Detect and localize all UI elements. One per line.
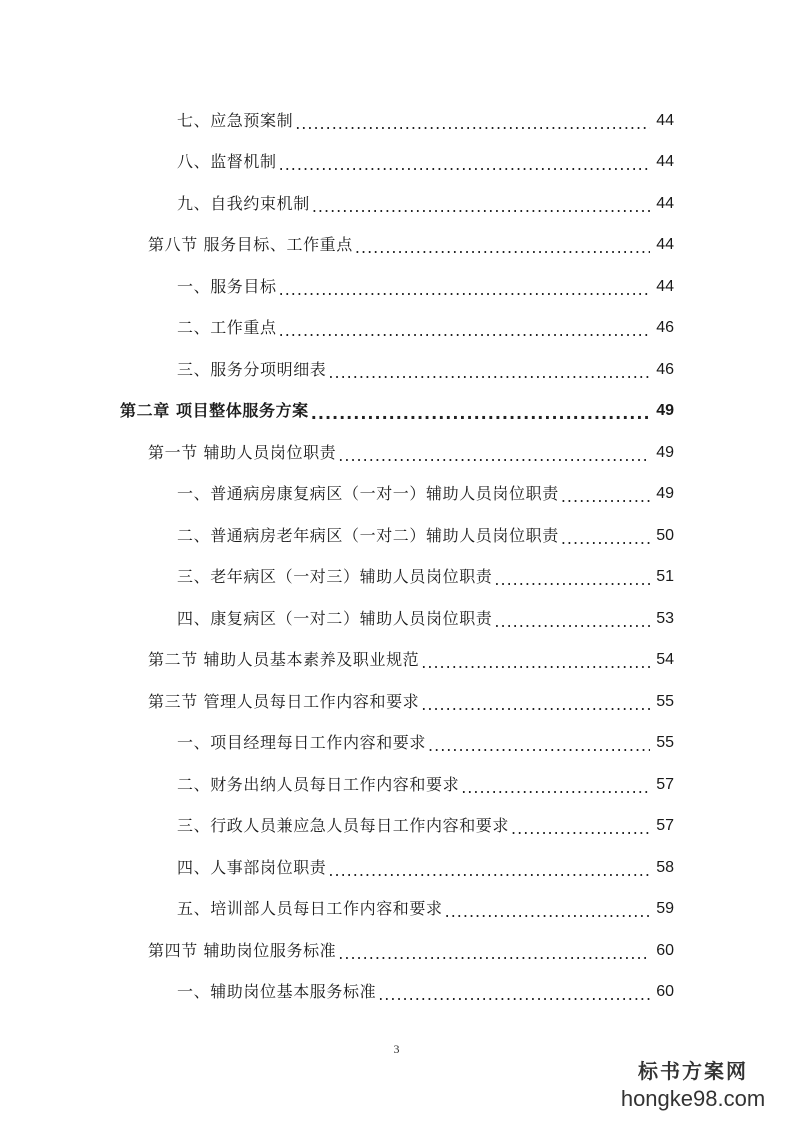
toc-entry[interactable] — [0, 889, 793, 931]
toc-entry-page: 55 — [656, 734, 674, 752]
toc-entry-title: 第八节 服务目标、工作重点 — [148, 235, 353, 255]
toc-entry[interactable] — [0, 557, 793, 599]
dot-leader — [421, 653, 650, 673]
watermark-logo — [603, 1055, 783, 1112]
dot-leader — [561, 487, 650, 507]
dot-leader — [511, 819, 650, 839]
toc-entry-title: 三、服务分项明细表 — [177, 359, 327, 379]
dot-leader — [279, 155, 650, 175]
toc-entry-title: 第三节 管理人员每日工作内容和要求 — [148, 691, 420, 711]
dot-leader — [295, 114, 650, 134]
toc-entry-title: 三、老年病区（一对三）辅助人员岗位职责 — [177, 567, 493, 587]
toc-entry[interactable] — [0, 598, 793, 640]
toc-entry-title: 四、人事部岗位职责 — [177, 857, 327, 877]
toc-entry-title: 第四节 辅助岗位服务标准 — [148, 940, 337, 960]
toc-entry[interactable] — [0, 349, 793, 391]
toc-entry-title: 一、服务目标 — [177, 276, 277, 296]
toc-entry-page: 44 — [656, 236, 674, 254]
toc-entry-title: 三、行政人员兼应急人员每日工作内容和要求 — [177, 816, 510, 836]
toc-entry[interactable] — [0, 391, 793, 433]
dot-leader — [328, 363, 650, 383]
toc-entry[interactable] — [0, 640, 793, 682]
toc-entry-title: 八、监督机制 — [177, 152, 277, 172]
dot-leader — [494, 612, 650, 632]
toc-entry-title: 一、项目经理每日工作内容和要求 — [177, 733, 427, 753]
toc-entry-page: 49 — [656, 485, 674, 503]
watermark-url: hongke98.com — [620, 1086, 766, 1111]
watermark-brand: 标书方案网 — [638, 1059, 748, 1083]
dot-leader — [311, 404, 650, 424]
dot-leader — [312, 197, 650, 217]
toc-entry-page: 46 — [656, 319, 674, 337]
toc-entry-page: 57 — [656, 775, 674, 793]
toc-entry[interactable] — [0, 681, 793, 723]
dot-leader — [428, 736, 650, 756]
toc-entry[interactable] — [0, 930, 793, 972]
dot-leader — [328, 861, 650, 881]
toc-entry[interactable] — [0, 100, 793, 142]
toc-entry-title: 第二章 项目整体服务方案 — [120, 401, 309, 421]
toc-entry-title: 二、普通病房老年病区（一对二）辅助人员岗位职责 — [177, 525, 559, 545]
toc-entry[interactable] — [0, 806, 793, 848]
toc-entry[interactable] — [0, 764, 793, 806]
toc-entry-page: 60 — [656, 983, 674, 1001]
toc-entry-page: 49 — [656, 402, 674, 420]
toc-entry-title: 第一节 辅助人员岗位职责 — [148, 442, 337, 462]
toc-entry-page: 44 — [656, 277, 674, 295]
dot-leader — [421, 695, 650, 715]
toc-entry-title: 一、普通病房康复病区（一对一）辅助人员岗位职责 — [177, 484, 559, 504]
toc-entry-page: 44 — [656, 194, 674, 212]
dot-leader — [338, 944, 650, 964]
toc-entry-page: 58 — [656, 858, 674, 876]
toc-entry-title: 四、康复病区（一对二）辅助人员岗位职责 — [177, 608, 493, 628]
page-number: 3 — [393, 1042, 400, 1056]
toc-entry-page: 57 — [656, 817, 674, 835]
toc-entry[interactable] — [0, 474, 793, 516]
toc-entry[interactable] — [0, 847, 793, 889]
toc-entry-page: 46 — [656, 360, 674, 378]
toc-entry-title: 第二节 辅助人员基本素养及职业规范 — [148, 650, 420, 670]
toc-entry[interactable] — [0, 142, 793, 184]
toc-entry-page: 54 — [656, 651, 674, 669]
toc-entry[interactable] — [0, 432, 793, 474]
table-of-contents — [0, 100, 793, 1013]
toc-entry[interactable] — [0, 266, 793, 308]
toc-entry[interactable] — [0, 183, 793, 225]
toc-entry-page: 44 — [656, 153, 674, 171]
toc-entry-title: 九、自我约束机制 — [177, 193, 310, 213]
toc-entry-page: 59 — [656, 900, 674, 918]
toc-entry[interactable] — [0, 515, 793, 557]
dot-leader — [561, 529, 650, 549]
toc-entry-title: 二、财务出纳人员每日工作内容和要求 — [177, 774, 460, 794]
dot-leader — [338, 446, 650, 466]
toc-entry-page: 51 — [656, 568, 674, 586]
dot-leader — [445, 902, 650, 922]
toc-entry-title: 七、应急预案制 — [177, 110, 294, 130]
dot-leader — [378, 985, 650, 1005]
toc-entry-title: 二、工作重点 — [177, 318, 277, 338]
toc-entry-page: 49 — [656, 443, 674, 461]
toc-entry-page: 53 — [656, 609, 674, 627]
dot-leader — [494, 570, 650, 590]
toc-entry-page: 55 — [656, 692, 674, 710]
dot-leader — [279, 321, 650, 341]
toc-entry[interactable] — [0, 225, 793, 267]
toc-entry[interactable] — [0, 972, 793, 1014]
toc-entry[interactable] — [0, 723, 793, 765]
dot-leader — [355, 238, 650, 258]
dot-leader — [279, 280, 650, 300]
toc-entry-title: 一、辅助岗位基本服务标准 — [177, 982, 377, 1002]
dot-leader — [461, 778, 650, 798]
toc-entry-page: 50 — [656, 526, 674, 544]
toc-entry-page: 60 — [656, 941, 674, 959]
toc-entry[interactable] — [0, 308, 793, 350]
toc-entry-page: 44 — [656, 111, 674, 129]
toc-entry-title: 五、培训部人员每日工作内容和要求 — [177, 899, 443, 919]
